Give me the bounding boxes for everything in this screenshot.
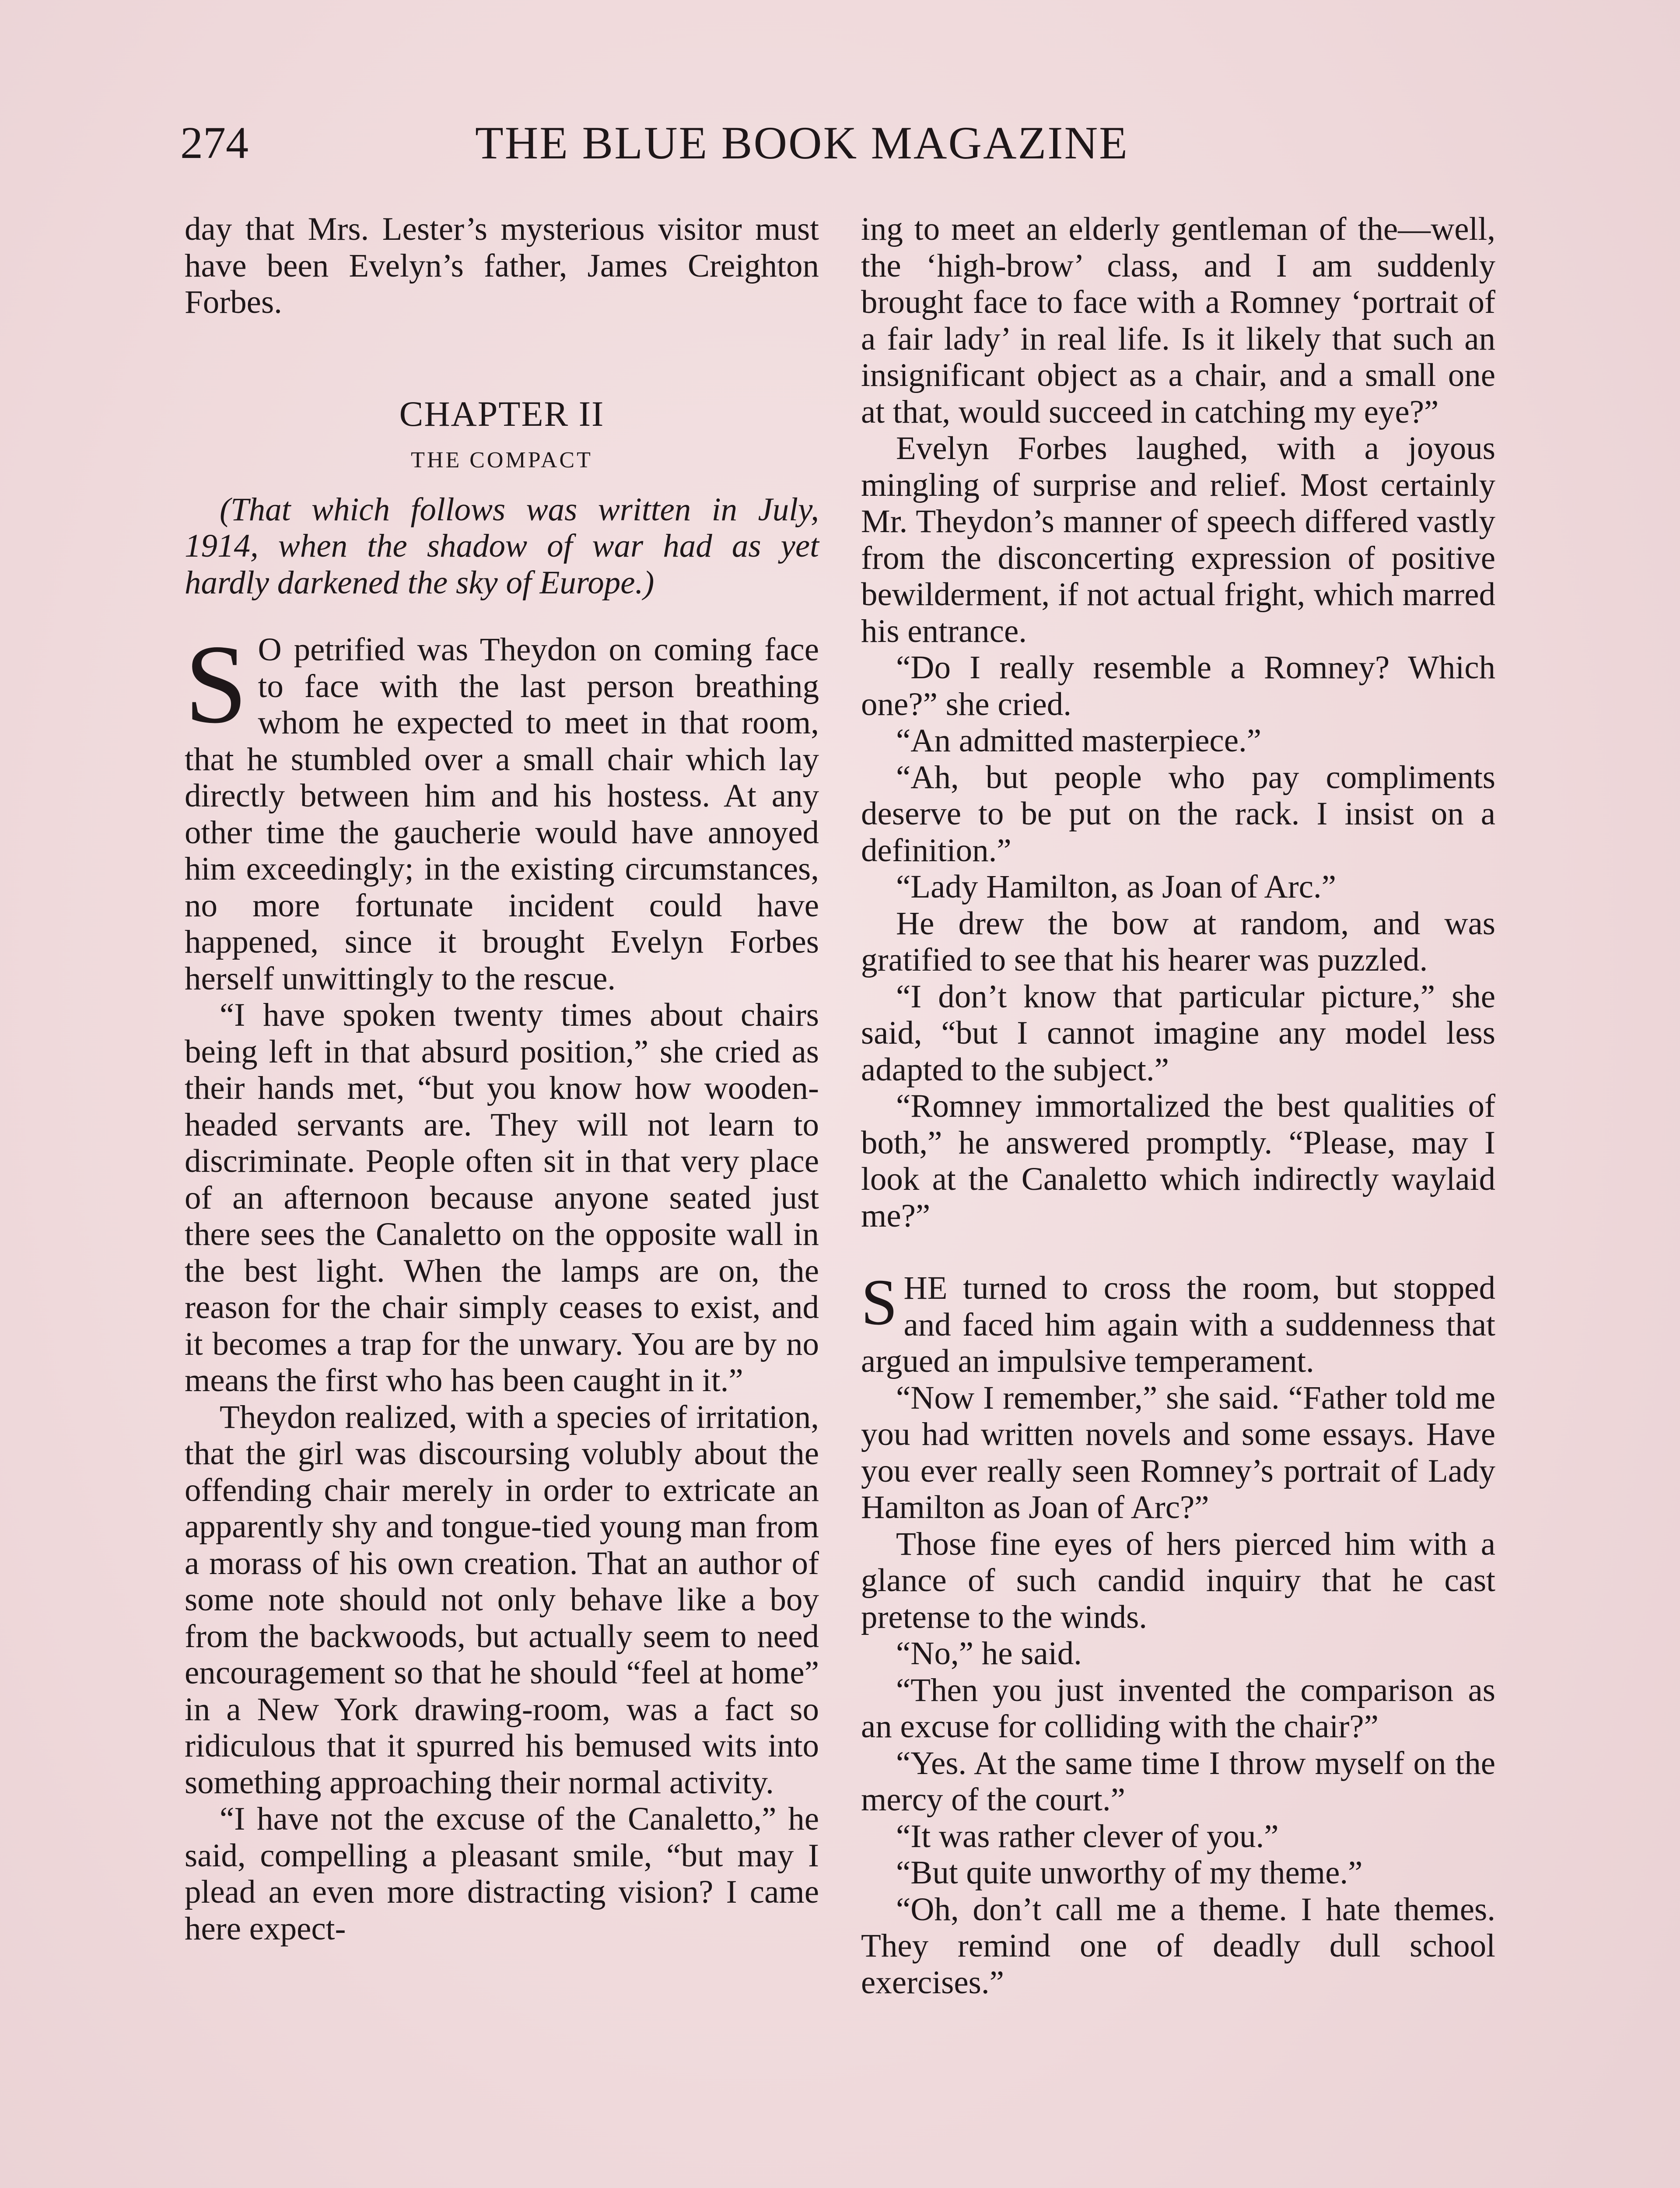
paragraph: “Romney immortalized the best qualities of both,” he answered promptly. “Please, may I look at the Canaletto which indirectly waylaid me?”: [861, 1088, 1495, 1234]
drop-cap: S: [861, 1266, 898, 1339]
opening-paragraph: [185, 621, 819, 997]
paragraph: “Then you just invented the comparison as an excuse for colliding with the chair?”: [861, 1672, 1495, 1745]
page-number: 274: [180, 118, 248, 168]
paragraph: “Ah, but people who pay compliments deserve to be put on the rack. I insist on a definition.”: [861, 759, 1495, 869]
epigraph: (That which follows was written in July, 1914, when the shadow of war had as yet hardly darkened the sky of Europe.): [185, 491, 819, 601]
opening-paragraph-text: O petrified was Theydon on coming face to face with the last person breathing whom he expected to meet in that room, that he stumbled over a small chair which lay directly between him and his hostess. At any other time the gaucherie would have annoyed him exceedingly; in the existing circumstances, no more fortunate incident could have happened, since it brought Evelyn Forbes herself unwittingly to the rescue.: [185, 631, 819, 997]
paragraph: Theydon realized, with a species of irritation, that the girl was discoursing volubly about the offending chair merely in order to extricate an apparently shy and tongue-tied young man from a morass of his own creation. That an author of some note should not only behave like a boy from the backwoods, but actually seem to need encouragement so that he should “feel at home” in a New York drawing-room, was a fact so ridiculous that it spurred his bemused wits into something approaching their normal activity.: [185, 1399, 819, 1801]
paragraph: “Do I really resemble a Romney? Which one?” she cried.: [861, 649, 1495, 722]
right-column: [861, 211, 1495, 2001]
paragraph: “It was rather clever of you.”: [896, 1818, 1279, 1855]
paragraph: “No,” he said.: [896, 1635, 1082, 1672]
magazine-title: THE BLUE BOOK MAGAZINE: [475, 117, 1129, 168]
left-column: [185, 211, 819, 1947]
page-header: [180, 115, 1500, 172]
paragraph: Evelyn Forbes laughed, with a joyous mingling of surprise and relief. Most certainly Mr. Theydon’s manner of speech differed vastly from the disconcerting expression of positive bewilderment, if not actual fright, which marred his entrance.: [861, 430, 1495, 649]
continued-paragraph: day that Mrs. Lester’s mysterious visitor must have been Evelyn’s father, James Creighton Forbes.: [185, 211, 819, 320]
paragraph: “Oh, don’t call me a theme. I hate themes. They remind one of deadly dull school exercises.”: [861, 1891, 1495, 2001]
paragraph: “An admitted masterpiece.”: [896, 722, 1262, 759]
paragraph: “Now I remember,” she said. “Father told me you had written novels and some essays. Have you ever really seen Romney’s portrait of Lady Hamilton as Joan of Arc?”: [861, 1379, 1495, 1525]
paragraph: “I have not the excuse of the Canaletto,” he said, compelling a pleasant smile, “but may I plead an even more distracting vision? I came here expect-: [185, 1801, 819, 1947]
drop-cap: S: [185, 621, 248, 747]
continued-paragraph: ing to meet an elderly gentleman of the—well, the ‘high-brow’ class, and I am suddenly brought face to face with a Romney ‘portrait of a fair lady’ in real life. Is it likely that such an insignificant object as a chair, and a small one at that, would succeed in catching my eye?”: [861, 211, 1495, 430]
paragraph: “I have spoken twenty times about chairs being left in that absurd position,” she cried as their hands met, “but you know how wooden-headed servants are. They will not learn to discriminate. People often sit in that very place of an afternoon because anyone seated just there sees the Canaletto on the opposite wall in the best light. When the lamps are on, the reason for the chair simply ceases to exist, and it becomes a trap for the unwary. You are by no means the first who has been caught in it.”: [185, 997, 819, 1399]
paragraph: “Lady Hamilton, as Joan of Arc.”: [896, 869, 1336, 905]
paragraph: “I don’t know that particular picture,” she said, “but I cannot imagine any model less adapted to the subject.”: [861, 978, 1495, 1088]
paragraph: “Yes. At the same time I throw myself on the mercy of the court.”: [861, 1745, 1495, 1818]
section-opening-text: HE turned to cross the room, but stopped and faced him again with a suddenness that argued an impulsive temperament.: [861, 1270, 1495, 1379]
section-opening-paragraph: [861, 1266, 1495, 1380]
chapter-subtitle: THE COMPACT: [411, 447, 593, 473]
chapter-title: CHAPTER II: [399, 393, 605, 434]
paragraph: “But quite unworthy of my theme.”: [896, 1855, 1363, 1891]
paragraph: Those fine eyes of hers pierced him with a glance of such candid inquiry that he cast pretense to the winds.: [861, 1525, 1495, 1635]
paragraph: He drew the bow at random, and was gratified to see that his hearer was puzzled.: [861, 905, 1495, 978]
